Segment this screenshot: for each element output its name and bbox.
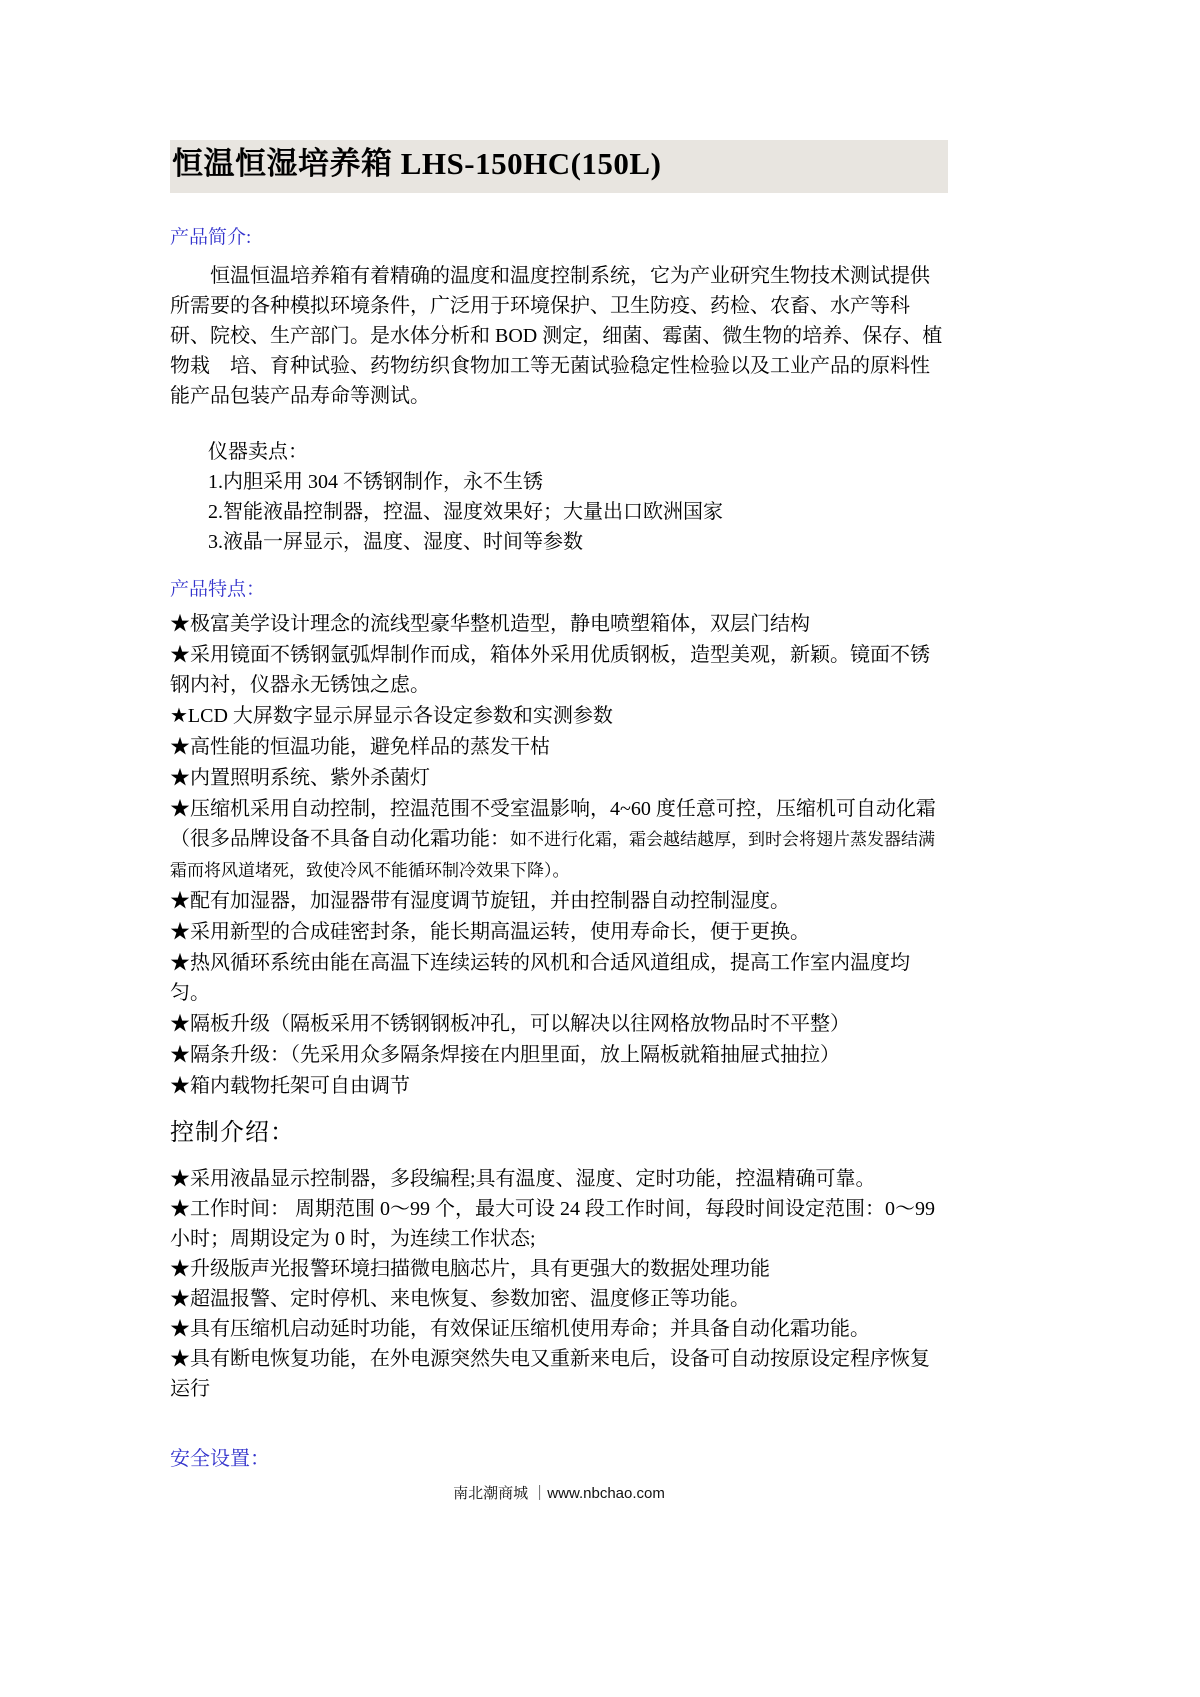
feature-text: ★隔板升级（隔板采用不锈钢钢板冲孔，可以解决以往网格放物品时不平整） (170, 1012, 850, 1035)
feature-text: ★热风循环系统由能在高温下连续运转的风机和合适风道组成，提高工作室内温度均匀。 (170, 951, 910, 1004)
feature-item (170, 917, 948, 948)
intro-heading: 产品简介: (170, 226, 252, 248)
selling-point-item: 1.内胆采用 304 不锈钢制作，永不生锈 (208, 470, 543, 493)
feature-item (170, 732, 948, 763)
feature-item (170, 1040, 948, 1071)
control-item: ★超温报警、定时停机、来电恢复、参数加密、温度修正等功能。 (170, 1287, 750, 1310)
selling-points-list (208, 467, 948, 557)
features-heading: 产品特点： (170, 578, 266, 600)
control-item: ★升级版声光报警环境扫描微电脑芯片，具有更强大的数据处理功能 (170, 1257, 770, 1280)
feature-text: ★极富美学设计理念的流线型豪华整机造型，静电喷塑箱体，双层门结构 (170, 612, 810, 635)
selling-points-section (208, 437, 948, 557)
feature-text: ★箱内载物托架可自由调节 (170, 1074, 410, 1097)
feature-text: ★压缩机采用自动控制，控温范围不受室温影响，4~60 度任意可控，压缩机可自动化霜（很多品牌设备不具备自动化霜功能： (170, 797, 936, 850)
safety-heading: 安全设置： (170, 1447, 270, 1470)
feature-text: ★隔条升级：（先采用众多隔条焊接在内胆里面，放上隔板就箱抽屉式抽拉） (170, 1043, 840, 1066)
feature-item (170, 763, 948, 794)
feature-item (170, 640, 948, 701)
feature-text: ★内置照明系统、紫外杀菌灯 (170, 766, 430, 789)
feature-text: ★采用镜面不锈钢氩弧焊制作而成，箱体外采用优质钢板，造型美观，新颖。镜面不锈钢内衬，仪器永无锈蚀之虑。 (170, 643, 930, 696)
footer-text: 南北潮商城 ｜www.nbchao.com (453, 1485, 665, 1502)
selling-point-item: 2.智能液晶控制器，控温、湿度效果好；大量出口欧洲国家 (208, 500, 723, 523)
feature-item (170, 609, 948, 640)
intro-paragraph: 恒温恒温培养箱有着精确的温度和温度控制系统，它为产业研究生物技术测试提供所需要的各种模拟环境条件，广泛用于环境保护、卫生防疫、药检、农畜、水产等科研、院校、生产部门。是水体分析和 BOD 测定，细菌、霉菌、微生物的培养、保存、植物栽 培、育种试验、药物纺织食物加工等无菌试验稳定性检验以及工业产品的原料性能产品包装产品寿命等测试。 (170, 264, 943, 407)
features-list (170, 609, 948, 1102)
control-heading: 控制介绍： (170, 1119, 295, 1146)
feature-item (170, 701, 948, 732)
control-item: ★工作时间： 周期范围 0～99 个，最大可设 24 段工作时间，每段时间设定范围：0～99 小时；周期设定为 0 时，为连续工作状态; (170, 1197, 935, 1250)
feature-note: 如不进行化霜，霜会越结越厚，到时会将翅片蒸发器结满霜而将风道堵死，致使冷风不能循环制冷效果下降）。 (170, 829, 935, 880)
feature-text: ★LCD 大屏数字显示屏显示各设定参数和实测参数 (170, 704, 613, 727)
feature-text: ★配有加湿器，加湿器带有湿度调节旋钮，并由控制器自动控制湿度。 (170, 889, 790, 912)
control-item: ★具有断电恢复功能，在外电源突然失电又重新来电后，设备可自动按原设定程序恢复运行 (170, 1347, 930, 1400)
feature-item (170, 1071, 948, 1102)
document-content (170, 0, 948, 1472)
page-title: 恒温恒湿培养箱 LHS-150HC(150L) (172, 146, 662, 181)
control-item: ★具有压缩机启动延时功能，有效保证压缩机使用寿命；并具备自动化霜功能。 (170, 1317, 870, 1340)
selling-point-item: 3.液晶一屏显示，温度、湿度、时间等参数 (208, 530, 583, 553)
feature-text: ★高性能的恒温功能，避免样品的蒸发干枯 (170, 735, 550, 758)
control-item: ★采用液晶显示控制器，多段编程;具有温度、湿度、定时功能，控温精确可靠。 (170, 1167, 876, 1190)
feature-item (170, 794, 948, 886)
feature-item (170, 1009, 948, 1040)
selling-points-heading: 仪器卖点： (208, 440, 308, 463)
title-bar (170, 140, 948, 193)
control-list (170, 1164, 948, 1404)
feature-text: ★采用新型的合成硅密封条，能长期高温运转，使用寿命长，便于更换。 (170, 920, 810, 943)
page-footer (170, 1482, 948, 1503)
feature-item (170, 886, 948, 917)
feature-item (170, 948, 948, 1009)
